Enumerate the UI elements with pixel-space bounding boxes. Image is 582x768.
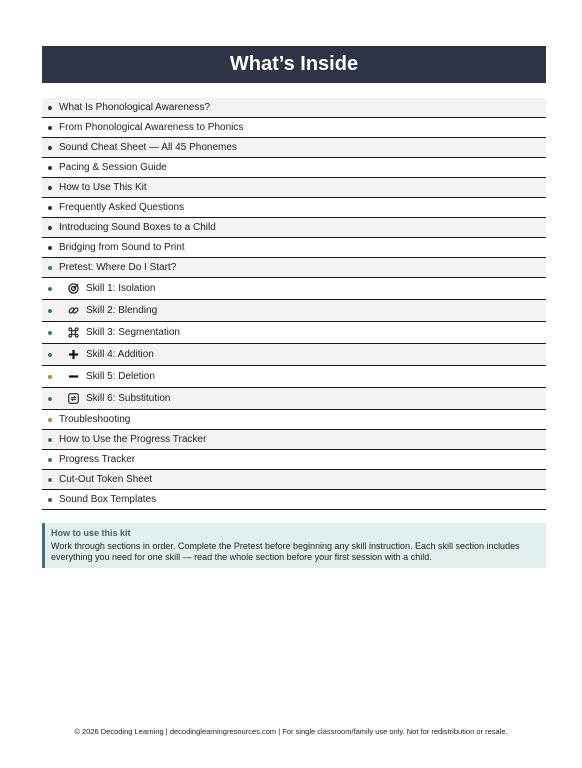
- toc-item-label: Skill 2: Blending: [86, 305, 158, 316]
- bullet-icon: [48, 438, 52, 442]
- toc-item: [42, 450, 546, 470]
- bullet-icon: [48, 186, 52, 190]
- howto-callout: [42, 523, 546, 568]
- toc-item-label: Skill 6: Substitution: [86, 393, 171, 404]
- toc-item: [42, 158, 546, 178]
- toc-item: [42, 98, 546, 118]
- toc-item: [42, 118, 546, 138]
- toc-item: [42, 300, 546, 322]
- toc-item: [42, 238, 546, 258]
- table-of-contents: [42, 98, 546, 510]
- toc-item-label: Sound Box Templates: [59, 494, 157, 505]
- toc-item-label: Skill 3: Segmentation: [86, 327, 180, 338]
- howto-body: Work through sections in order. Complete the Pretest before beginning any skill instruction. Each skill section includes everything you need for one skill — read the whole section before your first session with a child.: [51, 541, 520, 562]
- toc-item: [42, 490, 546, 510]
- toc-item-label: Skill 5: Deletion: [86, 371, 155, 382]
- toc-item: [42, 218, 546, 238]
- bullet-icon: [48, 226, 52, 230]
- footer: © 2026 Decoding Learning | decodinglearningresources.com | For single classroom/family use only. Not for redistribution or resale.: [74, 727, 508, 736]
- toc-item-label: Pacing & Session Guide: [59, 162, 167, 173]
- toc-item-label: Bridging from Sound to Print: [59, 242, 185, 253]
- toc-item-label: Cut-Out Token Sheet: [59, 474, 153, 485]
- toc-item: [42, 322, 546, 344]
- toc-item-label: Skill 1: Isolation: [86, 283, 156, 294]
- minus-icon: [67, 371, 79, 383]
- toc-item: [42, 470, 546, 490]
- toc-item: [42, 138, 546, 158]
- bullet-icon: [48, 375, 52, 379]
- bullet-icon: [48, 266, 52, 270]
- bullet-icon: [48, 166, 52, 170]
- toc-item: [42, 430, 546, 450]
- bullet-icon: [48, 126, 52, 130]
- bullet-icon: [48, 206, 52, 210]
- bullet-icon: [48, 353, 52, 357]
- toc-item: [42, 410, 546, 430]
- toc-item-label: From Phonological Awareness to Phonics: [59, 122, 244, 133]
- bullet-icon: [48, 458, 52, 462]
- bullet-icon: [48, 331, 52, 335]
- bullet-icon: [48, 478, 52, 482]
- bullet-icon: [48, 287, 52, 291]
- target-icon: [67, 283, 79, 295]
- toc-item-label: Skill 4: Addition: [86, 349, 154, 360]
- plus-icon: [67, 349, 79, 361]
- toc-item-label: Progress Tracker: [59, 454, 136, 465]
- bullet-icon: [48, 309, 52, 313]
- toc-item: [42, 258, 546, 278]
- toc-item-label: How to Use the Progress Tracker: [59, 434, 207, 445]
- toc-item-label: Sound Cheat Sheet — All 45 Phonemes: [59, 142, 237, 153]
- toc-item: [42, 198, 546, 218]
- bullet-icon: [48, 106, 52, 110]
- title-banner: [42, 46, 546, 83]
- toc-item: [42, 344, 546, 366]
- command-icon: [67, 327, 79, 339]
- toc-item: [42, 388, 546, 410]
- page-title: What’s Inside: [229, 53, 359, 75]
- bullet-icon: [48, 397, 52, 401]
- toc-item-label: Introducing Sound Boxes to a Child: [59, 222, 216, 233]
- toc-item-label: Troubleshooting: [59, 414, 131, 425]
- swap-icon: [67, 393, 79, 405]
- bullet-icon: [48, 146, 52, 150]
- howto-title: How to use this kit: [51, 528, 131, 538]
- link-icon: [67, 305, 79, 317]
- toc-item-label: Frequently Asked Questions: [59, 202, 185, 213]
- toc-item: [42, 366, 546, 388]
- toc-item-label: What Is Phonological Awareness?: [59, 102, 211, 113]
- toc-item-label: Pretest: Where Do I Start?: [59, 262, 177, 273]
- toc-item-label: How to Use This Kit: [59, 182, 147, 193]
- toc-item: [42, 178, 546, 198]
- bullet-icon: [48, 246, 52, 250]
- bullet-icon: [48, 418, 52, 422]
- toc-item: [42, 278, 546, 300]
- bullet-icon: [48, 498, 52, 502]
